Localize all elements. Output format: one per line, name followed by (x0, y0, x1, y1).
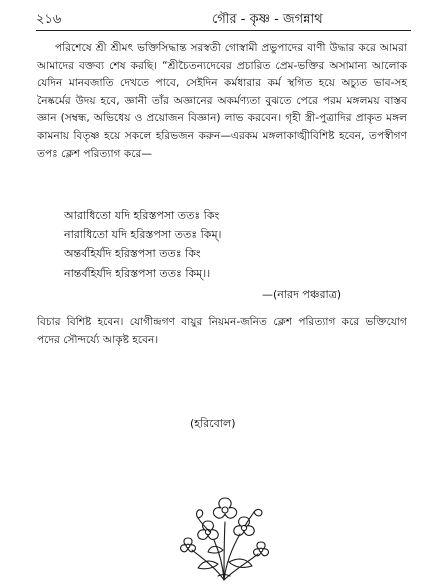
paragraph-2: বিচার বিশিষ্ট হবেন। যোগীন্দ্রগণ বায়ুর নিয়মন-জনিত ক্লেশ পরিত্যাগ করে ভক্তিযোগ পদের সৌন্দর্য্যে আকৃষ্ট হবেন। (37, 316, 407, 346)
sanskrit-verse (64, 206, 384, 283)
page-number: ২১৬ (36, 12, 62, 27)
verse-source: —(নারদ পঞ্চরাত্র) (262, 288, 342, 301)
body-text (37, 40, 407, 163)
verse-line-2: নারাধিতো যদি হরিস্তপসা ততঃ কিম্। (64, 228, 222, 242)
verse-line-4: নান্তর্বহির্যদি হরিস্তপসা ততঃ কিম্।। (64, 266, 211, 280)
verse-line-1: আরাধিতো যদি হরিস্তপসা ততঃ কিং (64, 209, 220, 222)
flower-bouquet-icon (168, 488, 280, 583)
page-header (36, 8, 408, 30)
verse-line-3: অন্তর্বহির্যদি হরিস্তপসা ততঃ কিং (64, 247, 201, 261)
header-rule (36, 30, 411, 31)
closing-line: (হরিবোল) (190, 417, 236, 430)
running-title: গৌর - কৃষ্ণ - জগন্নাথ (212, 12, 323, 27)
body-text-continued (37, 314, 407, 349)
paragraph-1: পরিশেষে শ্রী শ্রীমৎ ভক্তিসিদ্ধান্ত সরস্বতী গোস্বামী প্রভুপাদের বাণী উদ্ধার করে আমরা আমাদের বক্তব্য শেষ করছি। “শ্রীচৈতন্যদেবের প্রচারিত প্রেম-ভক্তির অসামান্য আলোক যেদিন মানবজাতি দেখতে পাবে, সেইদিন কর্মধারার কর্ম স্থগিত হয়ে অচ্যুত ভাব-সহ নৈষ্কর্মের উদয় হবে, জ্ঞানী তাঁর অজ্ঞানের অকর্মণ্যতা বুঝতে পেরে পরম মঙ্গলময় বাস্তব জ্ঞান (সম্বন্ধ, অভিধেয় ও প্রয়োজন বিজ্ঞান) লাভ করবেন। গৃহী স্ত্রী-পুত্রাদির প্রাকৃত মঙ্গল কামনায় বিতৃষ্ণ হয়ে সকলে হরিভজন করুন—এরকম মঙ্গলাকাঙ্খীবিশিষ্ট হবেন, তপস্বীগণ তপঃ ক্লেশ পরিত্যাগ করে— (37, 42, 407, 160)
